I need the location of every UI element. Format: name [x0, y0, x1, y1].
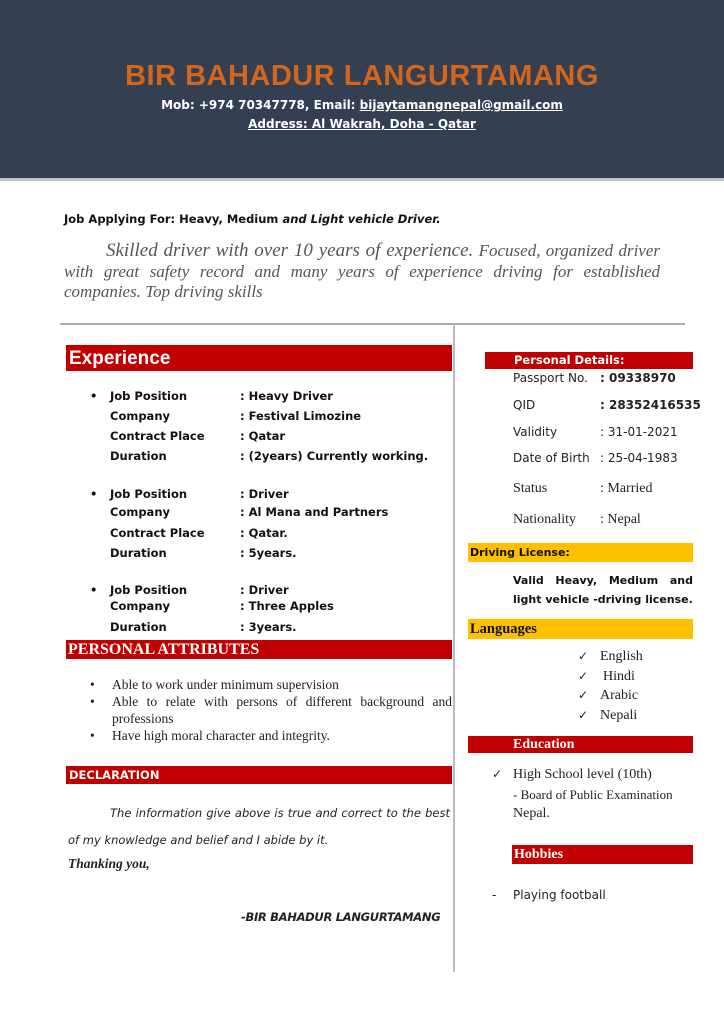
- signature: -BIR BAHADUR LANGURTAMANG: [241, 910, 441, 924]
- mobile-number: +974 70347778,: [198, 98, 310, 112]
- detail-value: : 31-01-2021: [600, 425, 678, 439]
- row-label: Job Position: [110, 389, 188, 403]
- row-value: : 5years.: [240, 546, 297, 560]
- row-label: Contract Place: [110, 429, 205, 443]
- row-value: : Three Apples: [240, 599, 334, 613]
- address: Address: Al Wakrah, Doha - Qatar: [248, 117, 476, 131]
- languages-list: [578, 647, 643, 725]
- job-applying-value-italic: and Light vehicle Driver.: [282, 212, 441, 226]
- language-item: [578, 686, 643, 706]
- check-icon: ✓: [578, 668, 589, 683]
- row-label: Job Position: [110, 583, 188, 597]
- detail-label: Validity: [513, 425, 558, 439]
- education-heading: Education: [468, 736, 693, 753]
- attribute-text: Have high moral character and integrity.: [112, 728, 331, 743]
- row-value: : Qatar: [240, 429, 286, 443]
- closing: Thanking you,: [68, 856, 150, 871]
- address-line: [0, 117, 724, 131]
- education-country: Nepal.: [513, 806, 550, 821]
- language-item: [578, 647, 643, 667]
- bullet-icon: •: [90, 694, 95, 709]
- hobby-text: Playing football: [513, 888, 606, 902]
- bullet-icon: •: [90, 389, 98, 403]
- detail-label: QID: [513, 398, 536, 412]
- declaration-text: The information give above is true and correct to the best of my knowledge and belief and I abide by it.: [68, 806, 450, 847]
- attribute-item: [90, 676, 452, 693]
- detail-value: : Married: [600, 481, 653, 496]
- row-label: Company: [110, 599, 170, 613]
- attribute-text: Able to work under minimum supervision: [112, 677, 339, 692]
- languages-heading: Languages: [468, 619, 693, 639]
- detail-value: : 09338970: [600, 371, 676, 385]
- email-label: Email:: [313, 98, 356, 112]
- hobbies-heading: Hobbies: [512, 845, 693, 864]
- row-label: Job Position: [110, 487, 188, 501]
- row-value: : Al Mana and Partners: [240, 505, 389, 519]
- summary-rest: Focused, organized driver with great safety record and many years of experience driving for established companies. Top driving skills: [64, 241, 660, 301]
- row-label: Duration: [110, 620, 167, 634]
- attribute-text: Able to relate with persons of different background and professions: [112, 694, 452, 726]
- driving-license-text: Valid Heavy, Medium and light vehicle -driving license.: [513, 574, 693, 606]
- bullet-icon: •: [90, 677, 95, 692]
- attribute-item: [90, 693, 452, 727]
- personal-details-heading: Personal Details:: [485, 352, 693, 369]
- education-board: - Board of Public Examination: [513, 786, 673, 802]
- section-divider-horizontal: [60, 323, 685, 325]
- declaration-heading: DECLARATION: [66, 766, 452, 784]
- detail-label: Passport No.: [513, 371, 588, 385]
- personal-attributes-heading: PERSONAL ATTRIBUTES: [66, 640, 452, 659]
- row-label: Contract Place: [110, 526, 205, 540]
- job-applying-label: Job Applying For:: [64, 212, 176, 226]
- check-icon: ✓: [578, 649, 589, 663]
- row-value: : Heavy Driver: [240, 389, 333, 403]
- check-icon: ✓: [578, 707, 589, 722]
- detail-label: Nationality: [513, 512, 576, 527]
- row-label: Duration: [110, 449, 167, 463]
- row-value: : 3years.: [240, 620, 297, 634]
- row-value: : Qatar.: [240, 526, 288, 540]
- bullet-icon: •: [90, 728, 95, 743]
- detail-label: Status: [513, 481, 548, 496]
- summary-lead: Skilled driver with over 10 years of experience.: [106, 240, 474, 261]
- language-name: Hindi: [603, 668, 635, 684]
- detail-label: Date of Birth: [513, 451, 590, 465]
- email-link[interactable]: bijaytamangnepal@gmail.com: [359, 98, 563, 112]
- education-entry: [492, 765, 692, 824]
- check-icon: ✓: [578, 688, 589, 702]
- language-name: Nepali: [600, 707, 638, 723]
- personal-attributes-list: [90, 676, 452, 744]
- row-label: Company: [110, 409, 170, 423]
- row-value: : Driver: [240, 583, 289, 597]
- check-icon: ✓: [492, 767, 503, 781]
- dash-icon: -: [492, 888, 497, 902]
- contact-line: [0, 98, 724, 112]
- job-applying: [64, 212, 441, 226]
- row-value: : Festival Limozine: [240, 409, 362, 423]
- candidate-name: BIR BAHADUR LANGURTAMANG: [125, 60, 599, 92]
- education-level: High School level (10th): [513, 767, 652, 782]
- bullet-icon: •: [90, 583, 98, 597]
- row-label: Company: [110, 505, 170, 519]
- mobile-label: Mob:: [161, 98, 195, 112]
- detail-value: : 28352416535: [600, 398, 701, 412]
- driving-license-heading: Driving License:: [468, 543, 693, 562]
- detail-value: : Nepal: [600, 512, 641, 527]
- column-divider-vertical: [453, 324, 455, 972]
- job-applying-value: Heavy, Medium: [179, 212, 279, 226]
- language-name: English: [600, 649, 643, 664]
- header-divider: [0, 178, 724, 181]
- language-item: [578, 706, 643, 726]
- row-label: Duration: [110, 546, 167, 560]
- attribute-item: [90, 727, 452, 744]
- detail-value: : 25-04-1983: [600, 451, 678, 465]
- bullet-icon: •: [90, 487, 98, 501]
- resume-header: [0, 0, 724, 178]
- language-item: [578, 667, 643, 687]
- summary: [64, 241, 660, 303]
- row-value: : (2years) Currently working.: [240, 449, 429, 463]
- experience-heading: Experience: [66, 345, 452, 371]
- row-value: : Driver: [240, 487, 289, 501]
- language-name: Arabic: [600, 688, 639, 703]
